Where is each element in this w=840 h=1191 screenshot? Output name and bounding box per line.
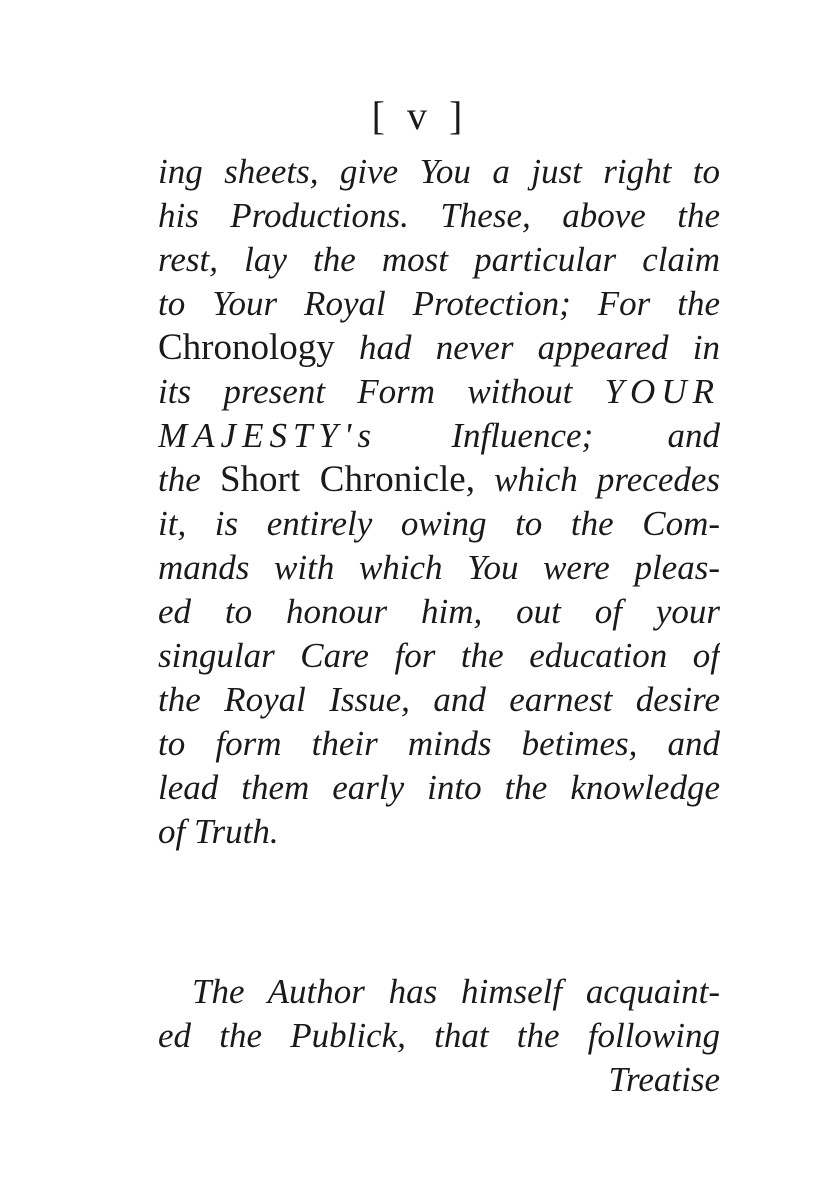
text-line: mands with which You were pleas- <box>158 548 720 587</box>
page-number: [ v ] <box>371 93 469 138</box>
text-line: lead them early into the knowledge <box>158 768 720 807</box>
short-chronicle-term: Short Chronicle, <box>219 459 475 500</box>
text-line: it, is entirely owing to the Com- <box>158 504 720 543</box>
text-line <box>158 458 720 502</box>
text-line: the Royal Issue, and earnest desire <box>158 680 720 719</box>
text-line: to form their minds betimes, and <box>158 724 720 763</box>
text-line: rest, lay the most particular claim <box>158 240 720 279</box>
text-segment: its present Form without <box>158 372 573 411</box>
text-line <box>158 414 720 458</box>
text-segment: which precedes <box>494 460 720 499</box>
text-line <box>158 326 720 370</box>
your-majesty-caps: YOUR <box>604 372 720 411</box>
chronology-term: Chronology <box>158 327 335 368</box>
dedication-paragraph-1 <box>158 150 720 854</box>
majesty-caps: MAJESTY's <box>158 416 377 455</box>
text-line: of Truth. <box>158 812 279 851</box>
dedication-paragraph-2 <box>158 970 720 1102</box>
text-line: singular Care for the education of <box>158 636 720 675</box>
text-line <box>158 370 720 414</box>
text-segment: Influence; and <box>451 416 720 455</box>
text-line: The Author has himself acquaint- <box>192 972 720 1011</box>
catchword: Treatise <box>608 1060 720 1099</box>
text-line: his Productions. These, above the <box>158 196 720 235</box>
text-segment: the <box>158 460 201 499</box>
text-segment: had never appeared in <box>359 328 720 367</box>
text-line: ed the Publick, that the following <box>158 1016 720 1055</box>
text-line: ing sheets, give You a just right to <box>158 152 720 191</box>
text-line: to Your Royal Protection; For the <box>158 284 720 323</box>
text-line: ed to honour him, out of your <box>158 592 720 631</box>
